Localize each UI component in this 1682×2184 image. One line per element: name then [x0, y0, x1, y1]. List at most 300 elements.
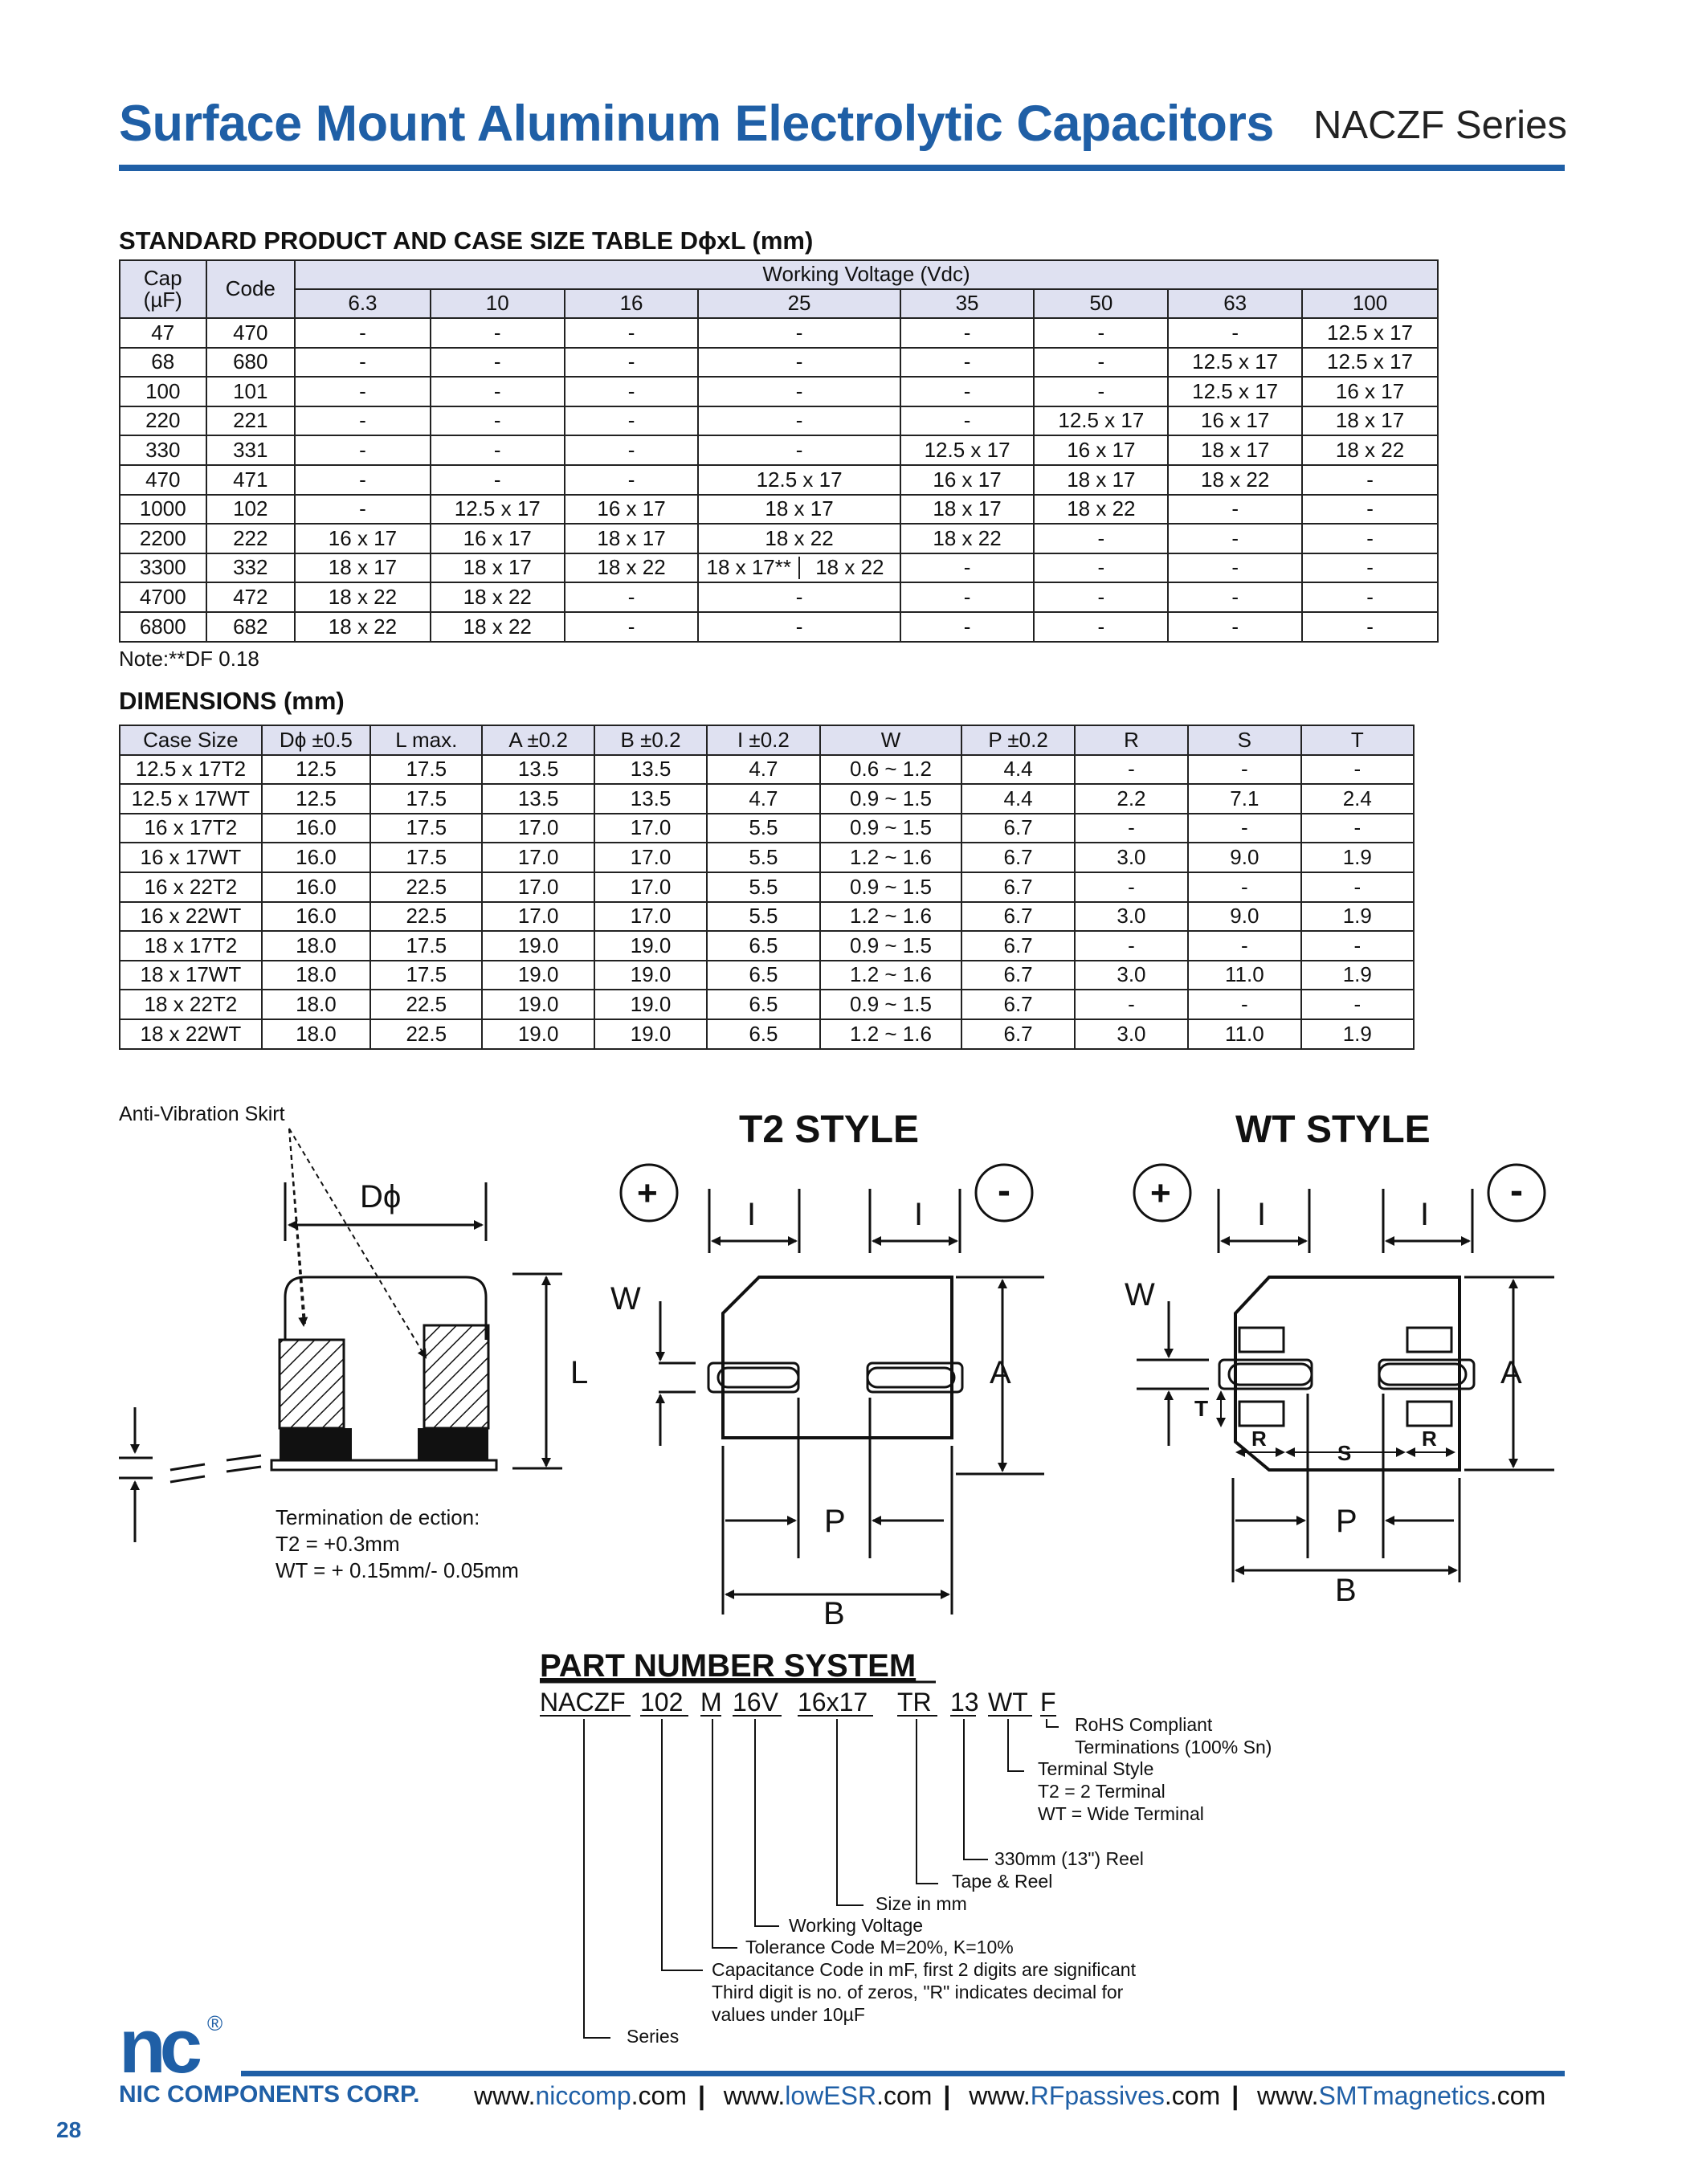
- dimension-cell: 2.4: [1301, 784, 1414, 814]
- dimension-cell: 22.5: [370, 1019, 482, 1049]
- dimension-cell: -: [1188, 814, 1300, 843]
- code-cell: 102: [206, 495, 296, 525]
- p-label: P: [824, 1504, 846, 1539]
- case-size-cell: -: [295, 435, 431, 465]
- case-size-cell: -: [565, 612, 699, 642]
- desc-tolerance: Tolerance Code M=20%, K=10%: [745, 1937, 1014, 1957]
- dimension-cell: 19.0: [594, 1019, 707, 1049]
- pn-terminal: WT: [988, 1688, 1028, 1717]
- dimension-cell: 17.0: [482, 872, 594, 902]
- case-size-cell: 18 x 22: [431, 582, 565, 612]
- dimension-cell: 16.0: [262, 843, 370, 872]
- dimension-cell: 17.0: [482, 814, 594, 843]
- case-size-cell: [698, 553, 900, 583]
- desc-terminal3: WT = Wide Terminal: [1038, 1803, 1204, 1824]
- case-size-cell: -: [295, 377, 431, 406]
- dimension-cell: 9.0: [1188, 843, 1300, 872]
- case-size-cell: -: [431, 435, 565, 465]
- dimension-col-header: I ±0.2: [707, 725, 819, 755]
- case-size-cell: 16 x 17: [1168, 406, 1302, 436]
- pn-size: 16x17: [798, 1688, 868, 1717]
- case-size-cell: 18 x 22T2: [120, 990, 262, 1019]
- case-size-cell: -: [565, 465, 699, 495]
- dimension-cell: -: [1188, 990, 1300, 1019]
- code-cell: 331: [206, 435, 296, 465]
- dimension-cell: 18.0: [262, 961, 370, 990]
- case-size-cell: 16 x 17: [295, 524, 431, 553]
- table-row: [120, 872, 1414, 902]
- case-size-cell: -: [431, 465, 565, 495]
- s-label: S: [1337, 1441, 1352, 1465]
- cap-cell: 220: [120, 406, 206, 436]
- dimension-cell: -: [1188, 872, 1300, 902]
- case-size-cell: -: [900, 553, 1035, 583]
- part-number-heading: PART NUMBER SYSTEM: [540, 1648, 917, 1684]
- i-label-wt-right: I: [1420, 1197, 1430, 1232]
- dimension-cell: 6.7: [961, 961, 1074, 990]
- dimension-cell: 1.2 ~ 1.6: [820, 961, 962, 990]
- dimension-col-header: A ±0.2: [482, 725, 594, 755]
- dimension-cell: 6.5: [707, 961, 819, 990]
- dimension-cell: 18.0: [262, 990, 370, 1019]
- table-row: [120, 465, 1438, 495]
- case-size-cell: -: [431, 377, 565, 406]
- dimension-cell: 19.0: [482, 961, 594, 990]
- case-size-cell: -: [1302, 612, 1438, 642]
- plus-icon-wt: +: [1150, 1174, 1171, 1213]
- case-size-cell: -: [900, 406, 1035, 436]
- voltage-col-header: 35: [900, 289, 1035, 318]
- code-cell: 470: [206, 318, 296, 348]
- case-size-cell: 18 x 22: [295, 582, 431, 612]
- desc-cap1: Capacitance Code in mF, first 2 digits are significant: [712, 1959, 1136, 1980]
- dimension-col-header: T: [1301, 725, 1414, 755]
- a-label: A: [990, 1355, 1011, 1390]
- case-size-cell: -: [1302, 582, 1438, 612]
- case-size-cell: -: [1034, 377, 1168, 406]
- termination-line2: T2 = +0.3mm: [276, 1532, 400, 1556]
- footer-rule: [241, 2071, 1565, 2076]
- case-size-cell: -: [565, 582, 699, 612]
- dimension-cell: 17.0: [594, 814, 707, 843]
- dimension-cell: 11.0: [1188, 1019, 1300, 1049]
- case-size-cell: 16 x 17: [900, 465, 1035, 495]
- dimension-cell: 19.0: [594, 931, 707, 961]
- case-size-cell: -: [1034, 348, 1168, 378]
- cap-header-unit: (µF): [143, 288, 182, 312]
- cap-cell: 470: [120, 465, 206, 495]
- case-size-part: 18 x 22: [815, 555, 884, 580]
- case-size-cell: 18 x 22: [1302, 435, 1438, 465]
- dimension-cell: 6.5: [707, 990, 819, 1019]
- link-domain: lowESR: [785, 2081, 877, 2110]
- table-row: [120, 843, 1414, 872]
- case-size-cell: -: [295, 495, 431, 525]
- table-row: [120, 377, 1438, 406]
- case-size-cell: -: [565, 377, 699, 406]
- table-row: [120, 755, 1414, 785]
- case-size-cell: -: [1034, 582, 1168, 612]
- dimension-cell: 7.1: [1188, 784, 1300, 814]
- dimension-cell: 13.5: [482, 784, 594, 814]
- side-view-diagram: [119, 1103, 588, 1582]
- case-size-cell: 16 x 17: [1034, 435, 1168, 465]
- dimension-cell: -: [1075, 990, 1188, 1019]
- dimension-cell: 19.0: [482, 931, 594, 961]
- voltage-col-header: 100: [1302, 289, 1438, 318]
- link-prefix: www.: [723, 2081, 786, 2110]
- dimension-col-header: B ±0.2: [594, 725, 707, 755]
- case-size-cell: 12.5 x 17: [1034, 406, 1168, 436]
- dimension-cell: 19.0: [594, 961, 707, 990]
- dimension-cell: 22.5: [370, 902, 482, 932]
- case-size-cell: 12.5 x 17: [431, 495, 565, 525]
- i-label-wt: I: [1257, 1197, 1267, 1232]
- cap-cell: 2200: [120, 524, 206, 553]
- termination-line1: Termination de ection:: [276, 1505, 480, 1529]
- dimensions-heading: DIMENSIONS (mm): [119, 687, 345, 715]
- table-row: [120, 553, 1438, 583]
- case-size-cell: -: [1302, 553, 1438, 583]
- link-suffix: .com: [876, 2081, 933, 2110]
- dimension-cell: 13.5: [482, 755, 594, 785]
- voltage-col-header: 6.3: [295, 289, 431, 318]
- code-cell: 472: [206, 582, 296, 612]
- footer-links: www.niccomp.com | www.lowESR.com | www.RFpassives.com | www.SMTmagnetics.com: [474, 2081, 1546, 2110]
- dimension-cell: -: [1075, 755, 1188, 785]
- table-row: [120, 931, 1414, 961]
- series-name: NACZF Series: [1313, 104, 1567, 147]
- code-cell: 682: [206, 612, 296, 642]
- dimension-cell: 3.0: [1075, 1019, 1188, 1049]
- dimension-cell: 17.5: [370, 961, 482, 990]
- cap-header: [120, 260, 206, 318]
- wt-style-title: WT STYLE: [1235, 1108, 1431, 1151]
- dimension-cell: -: [1301, 814, 1414, 843]
- link-domain: RFpassives: [1030, 2081, 1165, 2110]
- w-label-wt: W: [1125, 1277, 1155, 1312]
- desc-terminal2: T2 = 2 Terminal: [1038, 1781, 1166, 1802]
- case-size-cell: -: [1168, 612, 1302, 642]
- termination-line3: WT = + 0.15mm/- 0.05mm: [276, 1558, 519, 1582]
- table-row: [120, 902, 1414, 932]
- case-size-cell: 12.5 x 17T2: [120, 755, 262, 785]
- table-row: [120, 495, 1438, 525]
- voltage-col-header: 25: [698, 289, 900, 318]
- dimension-cell: 18.0: [262, 1019, 370, 1049]
- dimension-cell: 0.9 ~ 1.5: [820, 784, 962, 814]
- case-size-cell: -: [900, 582, 1035, 612]
- case-size-cell: -: [565, 318, 699, 348]
- case-size-cell: -: [698, 318, 900, 348]
- minus-icon-wt: -: [1510, 1170, 1523, 1212]
- case-size-cell: 18 x 22WT: [120, 1019, 262, 1049]
- case-size-cell: 18 x 22: [1034, 495, 1168, 525]
- link-rfpassives[interactable]: [969, 2081, 1220, 2110]
- dimension-cell: 16.0: [262, 902, 370, 932]
- dimension-cell: 17.0: [482, 843, 594, 872]
- case-size-cell: 12.5 x 17: [900, 435, 1035, 465]
- dimension-cell: 6.7: [961, 1019, 1074, 1049]
- dimension-cell: 5.5: [707, 843, 819, 872]
- case-size-cell: -: [698, 612, 900, 642]
- dimension-cell: 1.9: [1301, 1019, 1414, 1049]
- d-phi-label: Dϕ: [360, 1179, 402, 1214]
- case-size-cell: -: [565, 348, 699, 378]
- dimension-cell: 4.7: [707, 784, 819, 814]
- case-size-cell: 18 x 17T2: [120, 931, 262, 961]
- dimension-cell: -: [1075, 814, 1188, 843]
- dimension-cell: 19.0: [594, 990, 707, 1019]
- dimension-cell: 0.9 ~ 1.5: [820, 931, 962, 961]
- dimension-cell: 4.7: [707, 755, 819, 785]
- b-label-wt: B: [1335, 1573, 1357, 1608]
- dimension-col-header: Dϕ ±0.5: [262, 725, 370, 755]
- desc-rohs: RoHS Compliant: [1075, 1714, 1213, 1735]
- cap-cell: 3300: [120, 553, 206, 583]
- table-note: Note:**DF 0.18: [119, 647, 259, 671]
- dimension-cell: -: [1301, 755, 1414, 785]
- case-size-cell: -: [900, 348, 1035, 378]
- desc-size: Size in mm: [876, 1893, 967, 1914]
- case-size-cell: 12.5 x 17: [698, 465, 900, 495]
- dimension-cell: -: [1301, 872, 1414, 902]
- case-size-cell: -: [1168, 318, 1302, 348]
- dimension-cell: 4.4: [961, 784, 1074, 814]
- desc-tape: Tape & Reel: [952, 1871, 1053, 1892]
- case-size-cell: 18 x 17: [431, 553, 565, 583]
- dimension-col-header: P ±0.2: [961, 725, 1074, 755]
- case-size-cell: 12.5 x 17WT: [120, 784, 262, 814]
- part-number-segments: [540, 1688, 1056, 1717]
- r-label-right: R: [1422, 1427, 1437, 1451]
- dimension-cell: 5.5: [707, 872, 819, 902]
- standard-product-table: [119, 259, 1439, 643]
- case-size-cell: 18 x 17: [698, 495, 900, 525]
- dimension-col-header: Case Size: [120, 725, 262, 755]
- dimension-col-header: W: [820, 725, 962, 755]
- voltage-col-header: 10: [431, 289, 565, 318]
- dimension-cell: 1.2 ~ 1.6: [820, 843, 962, 872]
- case-size-cell: -: [1034, 318, 1168, 348]
- desc-cap2: Third digit is no. of zeros, "R" indicates decimal for: [712, 1982, 1124, 2002]
- table-row: [120, 784, 1414, 814]
- dimension-cell: 0.6 ~ 1.2: [820, 755, 962, 785]
- dimension-cell: 17.5: [370, 931, 482, 961]
- table-row: [120, 406, 1438, 436]
- link-lowesr[interactable]: [724, 2081, 933, 2110]
- pn-cap-code: 102: [640, 1688, 684, 1717]
- dimension-col-header: L max.: [370, 725, 482, 755]
- dimension-cell: 16.0: [262, 872, 370, 902]
- dimension-cell: 22.5: [370, 872, 482, 902]
- case-size-cell: 18 x 22: [1168, 465, 1302, 495]
- case-size-cell: 12.5 x 17: [1302, 318, 1438, 348]
- link-suffix: .com: [631, 2081, 687, 2110]
- case-size-cell: -: [1302, 465, 1438, 495]
- case-size-cell: 16 x 17: [1302, 377, 1438, 406]
- desc-terminal: Terminal Style: [1038, 1758, 1154, 1779]
- code-header: Code: [206, 260, 296, 318]
- dimension-cell: 17.5: [370, 784, 482, 814]
- dimension-col-header: S: [1188, 725, 1300, 755]
- dimension-cell: 0.9 ~ 1.5: [820, 814, 962, 843]
- case-size-cell: -: [1034, 553, 1168, 583]
- cap-cell: 68: [120, 348, 206, 378]
- dimension-cell: 6.7: [961, 843, 1074, 872]
- pn-voltage: 16V: [733, 1688, 778, 1717]
- case-size-cell: 16 x 17: [565, 495, 699, 525]
- l-label: L: [570, 1355, 589, 1390]
- page-number: 28: [56, 2117, 82, 2142]
- table-row: [120, 318, 1438, 348]
- link-smtmagnetics[interactable]: [1257, 2081, 1545, 2110]
- case-size-cell: 16 x 17T2: [120, 814, 262, 843]
- anti-vibration-label: Anti-Vibration Skirt: [119, 1103, 285, 1125]
- table-row: [120, 348, 1438, 378]
- pn-tape: TR: [897, 1688, 932, 1717]
- dimension-cell: 17.5: [370, 755, 482, 785]
- desc-rohs2: Terminations (100% Sn): [1075, 1737, 1272, 1757]
- case-size-cell: 18 x 17: [1034, 465, 1168, 495]
- case-size-cell: -: [431, 406, 565, 436]
- cap-cell: 330: [120, 435, 206, 465]
- dimension-cell: -: [1301, 931, 1414, 961]
- dimension-cell: 13.5: [594, 755, 707, 785]
- dimension-cell: 2.2: [1075, 784, 1188, 814]
- case-size-cell: -: [295, 318, 431, 348]
- part-number-system: [0, 1635, 1682, 2060]
- i-label: I: [747, 1197, 757, 1232]
- cap-cell: 6800: [120, 612, 206, 642]
- logo-text: nc: [119, 2008, 197, 2080]
- table-row: [120, 524, 1438, 553]
- nic-logo: [119, 2008, 231, 2080]
- case-size-cell: -: [698, 377, 900, 406]
- dimension-cell: 5.5: [707, 814, 819, 843]
- dimension-cell: 19.0: [482, 1019, 594, 1049]
- cap-header-label: Cap: [143, 265, 182, 290]
- link-niccomp[interactable]: [474, 2081, 687, 2110]
- dimension-cell: 0.9 ~ 1.5: [820, 872, 962, 902]
- dimension-cell: -: [1301, 990, 1414, 1019]
- case-size-cell: -: [1034, 524, 1168, 553]
- dimension-cell: 17.0: [482, 902, 594, 932]
- voltage-col-header: 16: [565, 289, 699, 318]
- case-size-cell: -: [1168, 582, 1302, 612]
- desc-voltage: Working Voltage: [789, 1915, 924, 1936]
- code-cell: 221: [206, 406, 296, 436]
- dimension-cell: 6.7: [961, 902, 1074, 932]
- code-cell: 101: [206, 377, 296, 406]
- case-size-cell: 16 x 17WT: [120, 843, 262, 872]
- minus-icon: -: [998, 1170, 1010, 1212]
- case-size-cell: 18 x 22: [431, 612, 565, 642]
- dimension-cell: 4.4: [961, 755, 1074, 785]
- dimension-cell: 6.7: [961, 814, 1074, 843]
- dimension-cell: 9.0: [1188, 902, 1300, 932]
- dimension-cell: 3.0: [1075, 961, 1188, 990]
- dimension-cell: 1.9: [1301, 843, 1414, 872]
- dimension-cell: 6.7: [961, 931, 1074, 961]
- case-size-cell: -: [698, 582, 900, 612]
- case-size-cell: 16 x 22T2: [120, 872, 262, 902]
- case-size-cell: -: [900, 377, 1035, 406]
- dimension-cell: 1.2 ~ 1.6: [820, 902, 962, 932]
- b-label: B: [823, 1596, 845, 1631]
- dimension-col-header: R: [1075, 725, 1188, 755]
- code-cell: 680: [206, 348, 296, 378]
- dimension-cell: 16.0: [262, 814, 370, 843]
- t2-style-title: T2 STYLE: [739, 1108, 920, 1151]
- desc-series: Series: [627, 2026, 680, 2047]
- voltage-col-header: 63: [1168, 289, 1302, 318]
- dimension-cell: 13.5: [594, 784, 707, 814]
- case-size-cell: -: [698, 406, 900, 436]
- pn-rohs: F: [1040, 1688, 1056, 1717]
- cap-cell: 47: [120, 318, 206, 348]
- dimension-cell: 22.5: [370, 990, 482, 1019]
- case-size-cell: -: [698, 348, 900, 378]
- cap-cell: 1000: [120, 495, 206, 525]
- table-row: [120, 961, 1414, 990]
- case-size-cell: -: [1302, 524, 1438, 553]
- dimension-cell: 11.0: [1188, 961, 1300, 990]
- link-suffix: .com: [1489, 2081, 1546, 2110]
- link-prefix: www.: [969, 2081, 1031, 2110]
- case-size-cell: 18 x 17: [1168, 435, 1302, 465]
- case-size-cell: -: [900, 612, 1035, 642]
- cap-cell: 4700: [120, 582, 206, 612]
- dimension-cell: 3.0: [1075, 843, 1188, 872]
- case-size-cell: -: [698, 435, 900, 465]
- p-label-wt: P: [1336, 1504, 1357, 1539]
- pn-reel: 13: [950, 1688, 979, 1717]
- dimension-cell: -: [1188, 931, 1300, 961]
- w-label: W: [610, 1281, 641, 1317]
- dimension-diagrams: [0, 1084, 1682, 1647]
- dimension-cell: 17.0: [594, 902, 707, 932]
- dimension-cell: -: [1075, 931, 1188, 961]
- case-size-cell: -: [431, 348, 565, 378]
- voltage-header: Working Voltage (Vdc): [295, 260, 1438, 289]
- case-size-cell: -: [1168, 524, 1302, 553]
- dimension-cell: 6.7: [961, 990, 1074, 1019]
- pn-series: NACZF: [540, 1688, 626, 1717]
- case-size-cell: 18 x 17: [1302, 406, 1438, 436]
- dimension-cell: 17.0: [594, 843, 707, 872]
- table-row: [120, 990, 1414, 1019]
- i-label-right: I: [914, 1197, 924, 1232]
- dimension-cell: 1.9: [1301, 902, 1414, 932]
- case-size-cell: 18 x 22: [295, 612, 431, 642]
- code-cell: 332: [206, 553, 296, 583]
- link-domain: SMTmagnetics: [1318, 2081, 1490, 2110]
- dimension-cell: 1.2 ~ 1.6: [820, 1019, 962, 1049]
- r-label: R: [1251, 1427, 1267, 1451]
- link-suffix: .com: [1164, 2081, 1221, 2110]
- dimension-cell: 3.0: [1075, 902, 1188, 932]
- case-size-cell: -: [565, 435, 699, 465]
- case-size-cell: -: [1302, 495, 1438, 525]
- standard-table-heading: STANDARD PRODUCT AND CASE SIZE TABLE DϕxL (mm): [119, 227, 814, 255]
- page-title: Surface Mount Aluminum Electrolytic Capacitors: [119, 96, 1274, 152]
- wt-style-diagram: [1125, 1108, 1554, 1608]
- registered-mark: ®: [207, 2011, 223, 2035]
- dimension-cell: 5.5: [707, 902, 819, 932]
- dimension-cell: 18.0: [262, 931, 370, 961]
- table-row: [120, 612, 1438, 642]
